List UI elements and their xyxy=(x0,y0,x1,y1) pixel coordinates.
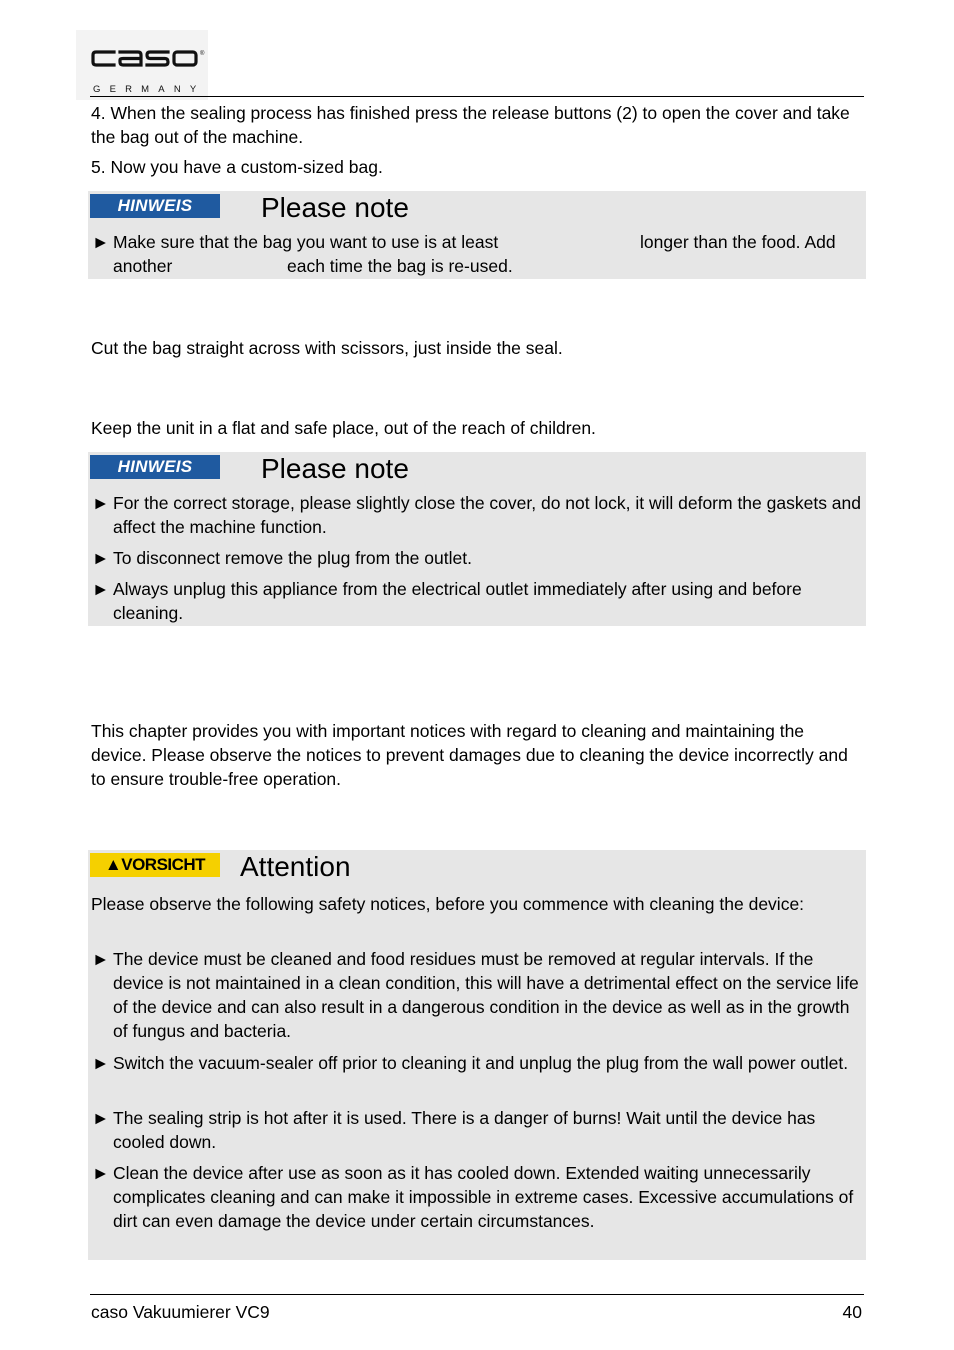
note-box-2: HINWEIS Please note ► For the correct storage, please slightly close the cover, do not lock, it will deform the gaskets and affect the machine function. ► To disconnect remove the plug from the outlet. ► Always unplug this appliance from the electrical outlet immediately after using and before cleaning. xyxy=(88,452,866,626)
vorsicht-badge: ▲VORSICHT xyxy=(90,853,220,877)
cut-instruction: Cut the bag straight across with scissors, just inside the seal. xyxy=(91,338,563,358)
note1-text-a: Make sure that the bag you want to use is at least xyxy=(113,232,499,252)
attention-title: Attention xyxy=(240,851,351,882)
logo-germany-text: GERMANY xyxy=(93,84,206,95)
page-number: 40 xyxy=(842,1302,862,1322)
bullet-arrow-icon: ► xyxy=(92,232,110,252)
note-title: Please note xyxy=(261,453,409,484)
attention-intro: Please observe the following safety notices, before you commence with cleaning the device: xyxy=(91,894,805,914)
note1-text-c: another xyxy=(113,256,173,276)
caso-logo-graphic xyxy=(76,30,208,100)
header-rule xyxy=(90,96,864,97)
hinweis-badge: HINWEIS xyxy=(90,455,220,479)
svg-text:®: ® xyxy=(200,51,205,57)
note1-text-b: longer than the food. Add xyxy=(640,232,836,252)
hinweis-badge: HINWEIS xyxy=(90,194,220,218)
step-5: 5. Now you have a custom-sized bag. xyxy=(91,157,383,177)
storage-instruction: Keep the unit in a flat and safe place, out of the reach of children. xyxy=(91,418,596,438)
note-bullet xyxy=(92,230,862,278)
attention-box: ▲VORSICHT Attention Please observe the following safety notices, before you commence with cleaning the device: ► The device must be cleaned and food residues must be removed at regular intervals. If the device is not maintained in a clean condition, this will have a detrimental effect on the service life of the device and can also result in a dangerous condition in the device as well as in the growth of fungus and bacteria. ► Switch the vacuum-sealer off prior to cleaning it and unplug the plug from the wall power outlet. ► The sealing strip is hot after it is used. There is a danger of burns! Wait until the device has cooled down. ► Clean the device after use as soon as it has cooled down. Extended waiting unnecessarily complicates cleaning and can make it impossible in extreme cases. Excessive accumulations of dirt can even damage the device under certain circumstances. xyxy=(88,850,866,1260)
caso-logo xyxy=(76,30,208,100)
step-4: 4. When the sealing process has finished press the release buttons (2) to open the cover and take the bag out of the machine. xyxy=(91,103,850,147)
bullet-arrow-icon: ► xyxy=(92,1053,110,1073)
bullet-arrow-icon: ► xyxy=(92,493,110,513)
note-title: Please note xyxy=(261,192,409,223)
note-box-1 xyxy=(88,191,866,279)
bullet-arrow-icon: ► xyxy=(92,1163,110,1183)
bullet-arrow-icon: ► xyxy=(92,1108,110,1128)
bullet-arrow-icon: ► xyxy=(92,579,110,599)
footer-rule xyxy=(90,1294,864,1295)
bullet-arrow-icon: ► xyxy=(92,949,110,969)
note1-text-d: each time the bag is re-used. xyxy=(287,256,513,276)
chapter-intro: This chapter provides you with important notices with regard to cleaning and maintaining the device. Please observe the notices to prevent damages due to cleaning the device incorrectly and to ensure trouble-free operation. xyxy=(91,721,848,789)
footer-product-name: caso Vakuumierer VC9 xyxy=(91,1302,270,1322)
bullet-arrow-icon: ► xyxy=(92,548,110,568)
